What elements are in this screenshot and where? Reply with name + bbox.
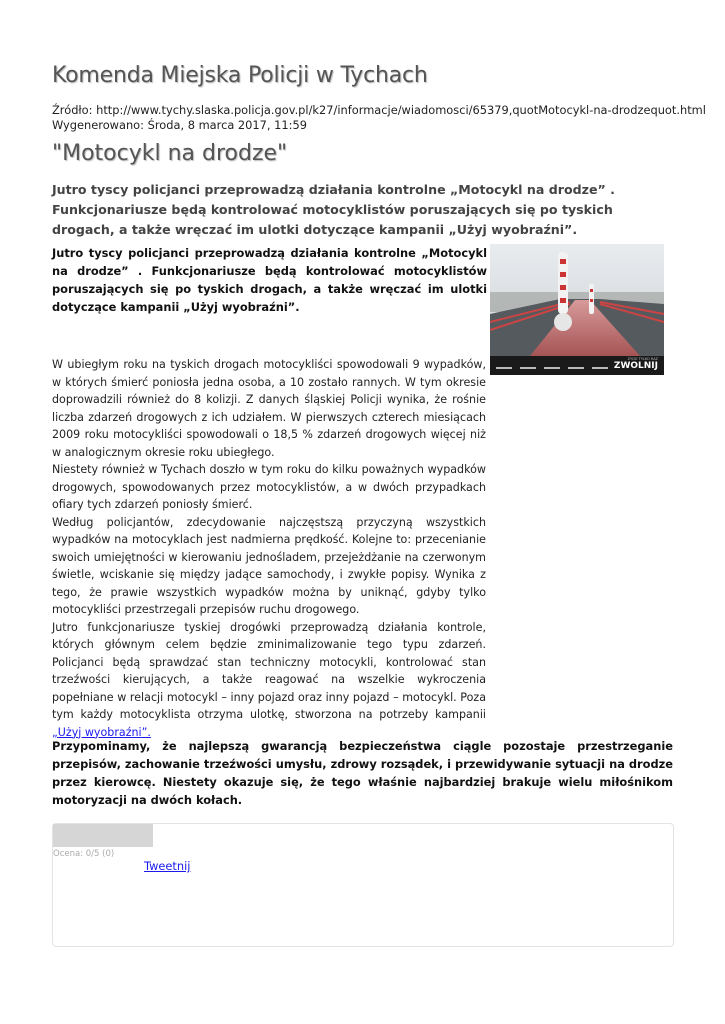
article-body (52, 356, 486, 741)
rating-label: Ocena: 0/5 (0) (53, 849, 115, 859)
campaign-link[interactable]: „Użyj wyobraźni”. (52, 725, 151, 739)
photo-caption: ZWOLNIJ (613, 361, 658, 371)
rating-panel (52, 823, 674, 947)
generated-date: Wygenerowano: Środa, 8 marca 2017, 11:59 (52, 118, 307, 132)
article-intro: Jutro tyscy policjanci przeprowadzą działania kontrolne „Motocykl na drodze” . Funkcjonariusze będą kontrolować motocyklistów poruszających się po tyskich drogach, a także wręczać im ulotki dotyczące kampanii „Użyj wyobraźni”. (52, 246, 487, 314)
paragraph: W ubiegłym roku na tyskich drogach motocykliści spowodowali 9 wypadków, w których śmierć poniosła jedna osoba, a 10 zostało rannych. W tym okresie doprowadzili również do 8 kolizji. Z danych śląskiej Policji wynika, że rośnie liczba zdarzeń drogowych z ich udziałem. W pierwszych czterech miesiącach 2009 roku motocykliści spowodowali o 18,5 % zdarzeń drogowych więcej niż w analogicznym okresie roku ubiegłego. (52, 358, 486, 459)
road-photo-illustration (490, 244, 664, 375)
tweet-button[interactable]: Tweetnij (144, 859, 191, 873)
photo-tagline: ŻYCIE TYLKO RAZ (627, 357, 658, 361)
paragraph-last (52, 619, 486, 742)
article-photo (490, 244, 664, 375)
paragraph: Według policjantów, zdecydowanie najczęstszą przyczyną wszystkich wypadków na motocyklach jest nadmierna prędkość. Kolejne to: przecenianie swoich umiejętności w kierowaniu jednośladem, przejeżdżanie na czerwonym świetle, wciskanie się między jadące samochody, i zwykłe popisy. Wynika z tego, że prawie wszystkich wypadków można by uniknąć, gdyby tylko motocykliści przestrzegali przepisów ruchu drogowego. (52, 515, 486, 616)
paragraph-text: Jutro funkcjonariusze tyskiej drogówki przeprowadzą działania kontrole, których głównym celem będzie zminimalizowanie tego typu zdarzeń. Policjanci będą sprawdzać stan techniczny motocykli, kontrolować stan trzeźwości kierujących, a także reagować na wszelkie wykroczenia popełniane w relacji motocykl – inny pojazd oraz inny pojazd – motocykl. Poza tym każdy motocyklista otrzyma ulotkę, stworzona na potrzeby kampanii (52, 620, 486, 721)
page-meta (52, 103, 706, 133)
rating-stars[interactable] (53, 824, 153, 847)
source-url: Źródło: http://www.tychy.slaska.policja.gov.pl/k27/informacje/wiadomosci/65379,quotMotocykl-na-drodzequot.html (52, 103, 706, 117)
paragraph: Niestety również w Tychach doszło w tym roku do kilku poważnych wypadków drogowych, spowodowanych przez motocyklistów, a w dwóch przypadkach ofiary tych zdarzeń poniosły śmierć. (52, 463, 486, 511)
article-title: "Motocykl na drodze" (52, 141, 288, 166)
article-lead: Jutro tyscy policjanci przeprowadzą działania kontrolne „Motocykl na drodze” . Funkcjonariusze będą kontrolować motocyklistów poruszających się po tyskich drogach, a także wręczać im ulotki dotyczące kampanii „Użyj wyobraźni”. (52, 182, 615, 237)
article-closing: Przypominamy, że najlepszą gwarancją bezpieczeństwa ciągle pozostaje przestrzeganie przepisów, zachowanie trzeźwości umysłu, zdrowy rozsądek, i przewidywanie sytuacji na drodze przez kierowcę. Niestety okazuje się, że tego właśnie najbardziej brakuje wielu miłośnikom motoryzacji na dwóch kołach. (52, 739, 673, 807)
site-title: Komenda Miejska Policji w Tychach (52, 63, 428, 88)
